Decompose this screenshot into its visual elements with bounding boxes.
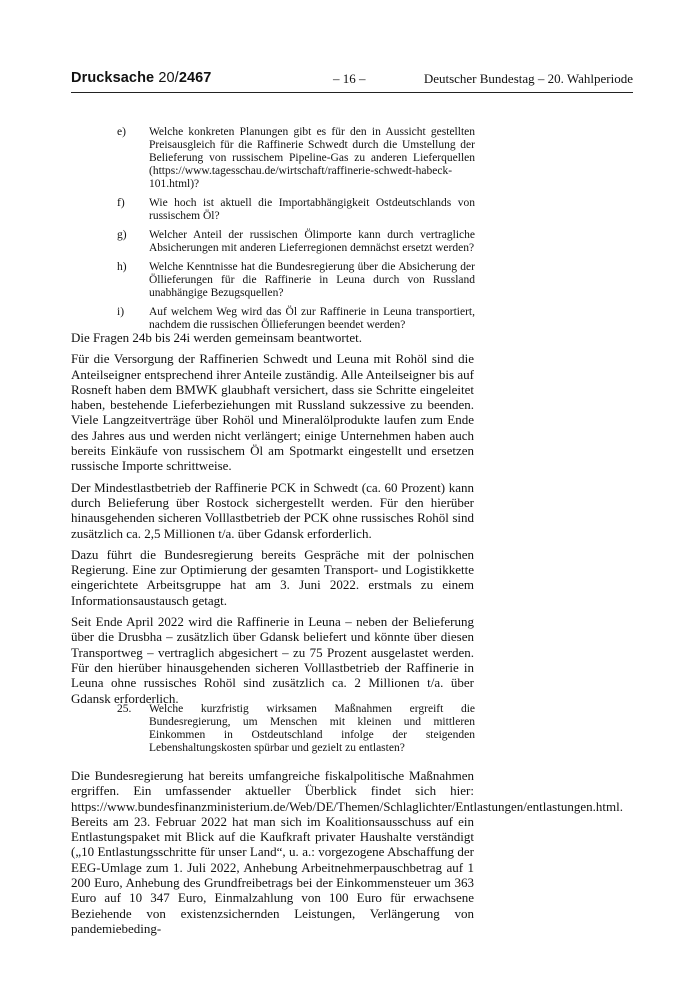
- page-header: [71, 70, 633, 92]
- answer-paragraph: Die Bundesregierung hat bereits umfangreiche fiskalpolitische Maßnahmen ergriffen. Ein umfassender aktueller Überblick findet sich hier: https://www.bundesfinanzministerium.de/Web/DE/Themen/Schlaglichter/Entlastungen/entlastungen.html. Bereits am 23. Februar 2022 hat man sich im Koalitionsausschuss auf ein Entlastungspaket mit Blick auf die Kaufkraft privater Haushalte verständigt („10 Entlastungsschritte für unser Land“, u. a.: vorgezogene Abschaffung der EEG-Umlage zum 1. Juli 2022, Anhebung Arbeitnehmerpauschbetrag auf 1 200 Euro, Anhebung des Grundfreibetrags bei der Einkommensteuer um 363 Euro auf 10 347 Euro, Einmalzahlung von 100 Euro für erwachsene Beziehende von existenzsichernden Leistungen, Verlängerung von pandemiebeding-: [71, 768, 623, 936]
- question-item-h: [117, 261, 475, 300]
- question-25: [117, 703, 475, 755]
- header-divider: [71, 92, 633, 93]
- question-item-i: [117, 306, 475, 332]
- question-text: Auf welchem Weg wird das Öl zur Raffinerie in Leuna transportiert, nachdem die russischen Öllieferungen beendet werden?: [149, 306, 475, 331]
- question-text: Wie hoch ist aktuell die Importabhängigkeit Ostdeutschlands von russischem Öl?: [149, 197, 475, 222]
- answer-paragraph: Der Mindestlastbetrieb der Raffinerie PCK in Schwedt (ca. 60 Prozent) kann durch Belieferung über Rostock sichergestellt werden. Für den hierüber hinausgehenden sicheren Volllastbetrieb der PCK ohne russisches Rohöl sind zusätzlich ca. 2,5 Millionen t/a. über Gdansk erforderlich.: [71, 479, 474, 541]
- question-letter: f): [117, 197, 125, 209]
- page-number: – 16 –: [333, 71, 366, 86]
- question-item-e: [117, 126, 475, 191]
- question-item-f: [117, 197, 475, 223]
- question-letter: i): [117, 306, 125, 318]
- answer-paragraph: Seit Ende April 2022 wird die Raffinerie in Leuna – neben der Belieferung über die Drusbha – zusätzlich über Gdansk beliefert und könnte über diesen Transportweg – vertraglich abgesichert – zu 75 Prozent ausgelastet werden. Für den hierüber hinausgehenden sicheren Volllastbetrieb der Raffinerie in Leuna ohne russisches Rohöl sind zusätzlich ca. 2 Millionen t/a. über Gdansk erforderlich.: [71, 614, 474, 706]
- answer-paragraph: Für die Versorgung der Raffinerien Schwedt und Leuna mit Rohöl sind die Anteilseigner entsprechend ihrer Anteile zuständig. Alle Anteilseigner bis auf Rosneft haben dem BMWK glaubhaft versichert, dass sie Schritte eingeleitet haben, bestehende Lieferbeziehungen mit Russland sukzessive zu beenden. Viele Langzeitverträge über Rohöl und Mineralölprodukte laufen zum Ende des Jahres aus und werden nicht verlängert; einige Unternehmen haben auch bereits Einkäufe von russischem Öl am Spotmarkt eingestellt und ersetzen russische Importe schrittweise.: [71, 351, 474, 474]
- question-text: Welche kurzfristig wirksamen Maßnahmen ergreift die Bundesregierung, um Menschen mit kleinen und mittleren Einkommen in Ostdeutschland infolge der steigenden Lebenshaltungskosten spürbar und gezielt zu entlasten?: [149, 703, 475, 754]
- question-letter: g): [117, 229, 127, 241]
- answer-paragraph: Dazu führt die Bundesregierung bereits Gespräche mit der polnischen Regierung. Eine zur Optimierung der gesamten Transport- und Logistikkette eingerichtete Arbeitsgruppe hat am 3. Juni 2022. erstmals zu einem Informationsaustausch getagt.: [71, 546, 474, 608]
- question-text: Welche konkreten Planungen gibt es für den in Aussicht gestellten Preisausgleich für die Raffinerie Schwedt durch die Umstellung der Belieferung von russischem Pipeline-Gas zu anderen Lieferquellen (https://www.tagesschau.de/wirtschaft/raffinerie-schwedt-habeck-101.html)?: [149, 126, 475, 190]
- publisher-label: Deutscher Bundestag – 20. Wahlperiode: [423, 71, 633, 86]
- question-text: Welche Kenntnisse hat die Bundesregierung über die Absicherung der Öllieferungen für die Raffinerie in Leuna durch von Russland unabhängige Bezugsquellen?: [149, 261, 475, 299]
- answer-intro: Die Fragen 24b bis 24i werden gemeinsam beantwortet.: [71, 330, 362, 345]
- answer-block-25: [71, 768, 623, 942]
- drucksache-label: Drucksache 20/2467: [71, 70, 212, 86]
- question-number: 25.: [117, 703, 132, 715]
- question-list: [117, 126, 475, 338]
- question-text: Welcher Anteil der russischen Ölimporte kann durch vertragliche Absicherungen mit anderen Lieferregionen demnächst ersetzt werden?: [149, 229, 475, 254]
- answer-block-24: [71, 330, 474, 712]
- question-letter: h): [117, 261, 127, 273]
- question-letter: e): [117, 126, 126, 138]
- question-item-g: [117, 229, 475, 255]
